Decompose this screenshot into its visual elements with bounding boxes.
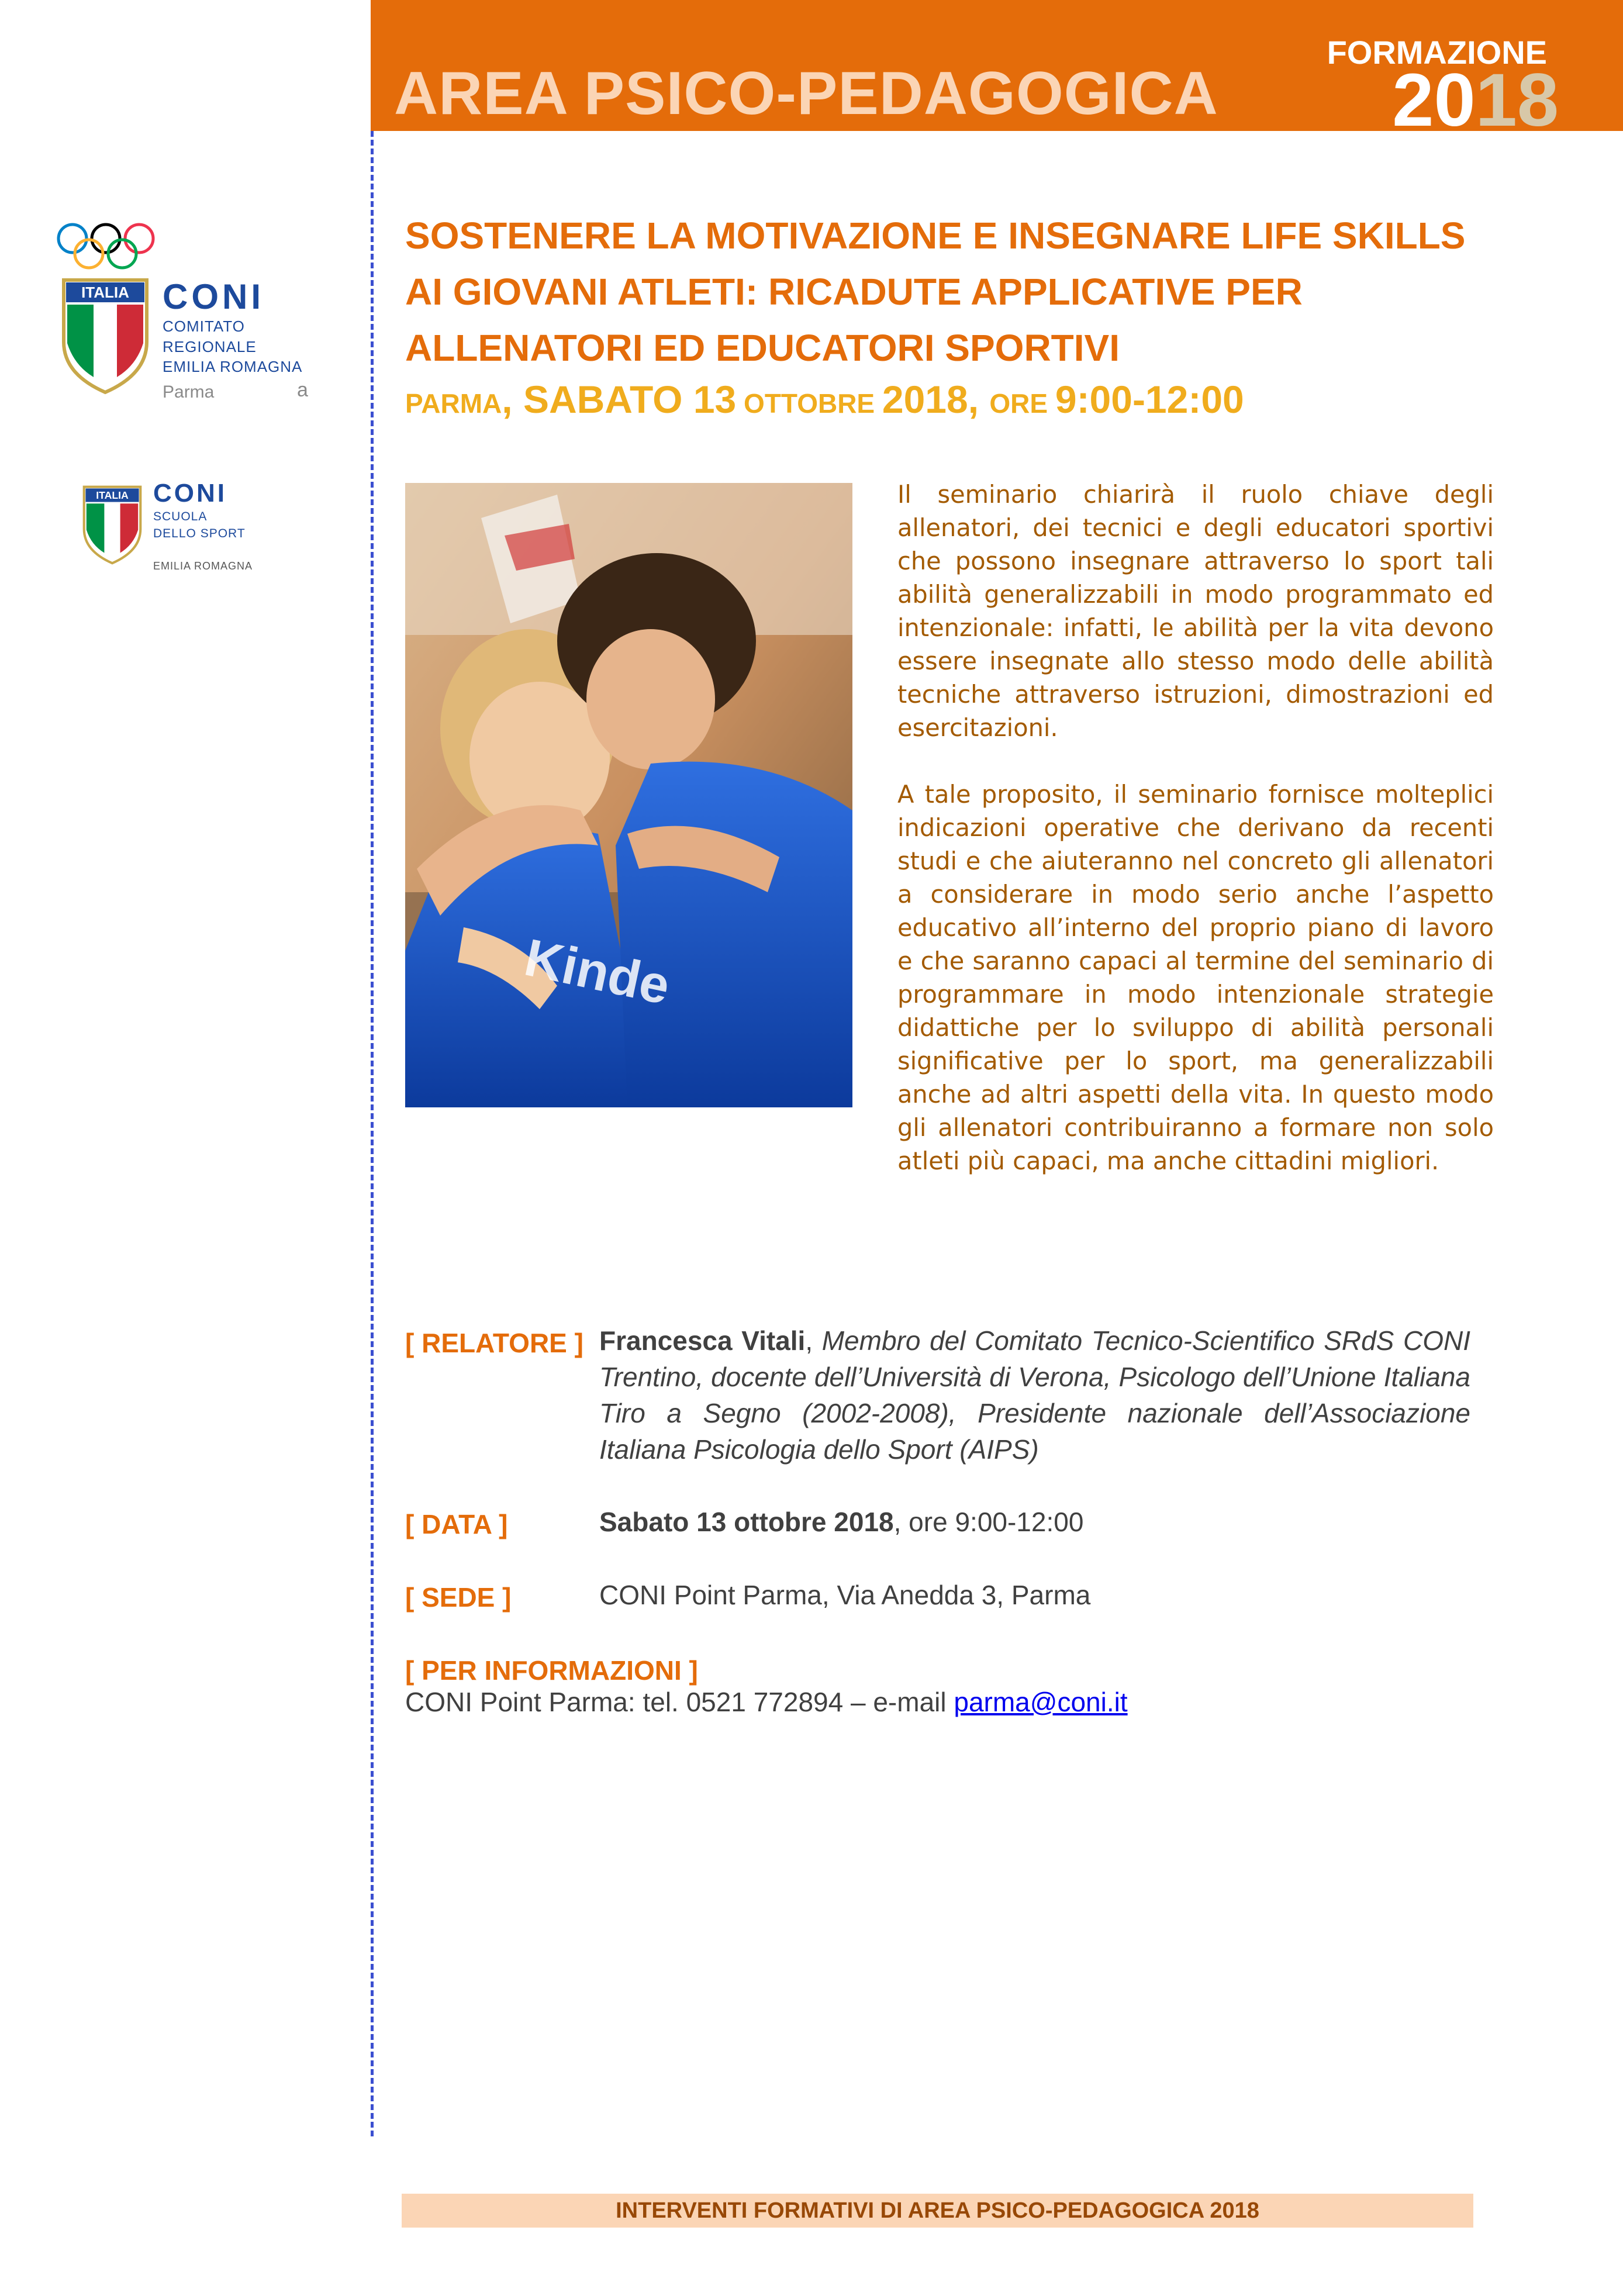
date-city: PARMA — [405, 388, 502, 419]
footer-band — [402, 2194, 1473, 2228]
event-description — [897, 478, 1494, 1178]
description-paragraph-2: A tale proposito, il seminario fornisce molteplici indicazioni operative che derivano da recenti studi e che aiuteranno nel concreto gli allenatori a considerare in modo serio anche l’aspetto educativo all’interno del proprio piano di lavoro e che saranno capaci al termine del seminario di programmare in modo intenzionale strategie didattiche per lo sviluppo di abilità personali significative per lo sport, ma generalizzabili anche ad altri aspetti della vita. In questo modo gli allenatori contribuiranno a formare non solo atleti più capaci, ma anche cittadini migliori. — [897, 780, 1494, 1175]
header-band — [371, 0, 1623, 142]
informazioni-label: [ PER INFORMAZIONI ] — [405, 1655, 698, 1686]
date-ore: ORE — [989, 388, 1055, 419]
coni-brand: CONI — [163, 277, 264, 316]
event-title-line3: ALLENATORI ED EDUCATORI SPORTIVI — [405, 327, 1120, 369]
coni-school-line2: DELLO SPORT — [153, 527, 246, 541]
description-paragraph-1: Il seminario chiarirà il ruolo chiave degli allenatori, dei tecnici e degli educatori sportivi che possono insegnare attraverso lo sport tali abilità generalizzabili in modo programmato ed intenzionale: infatti, le abilità per la vita devono essere insegnate allo stesso modo delle abilità tecniche attraverso istruzioni, dimostrazioni ed esercitazioni. — [897, 480, 1494, 742]
relatore-value: Francesca Vitali, Membro del Comitato Tecnico-Scientifico SRdS CONI Trentino, docente dell’Università di Verona, Psicologo dell’Unione Italiana Tiro a Segno (2002-2008), Presidente nazionale dell’Associazione Italiana Psicologia dello Sport (AIPS) — [599, 1325, 1470, 1465]
header-title: AREA PSICO-PEDAGOGICA — [394, 60, 1218, 127]
sede-value: CONI Point Parma, Via Anedda 3, Parma — [599, 1580, 1091, 1610]
coni-sub-line3: EMILIA ROMAGNA — [163, 358, 303, 376]
event-date-line: PARMA, SABATO 13 OTTOBRE 2018, ORE 9:00-12:00 — [405, 378, 1244, 421]
data-label: [ DATA ] — [405, 1509, 508, 1539]
coni-school-region: EMILIA ROMAGNA — [153, 560, 253, 572]
footer-text: INTERVENTI FORMATIVI DI AREA PSICO-PEDAGOGICA 2018 — [616, 2198, 1259, 2223]
date-month: OTTOBRE — [736, 388, 882, 419]
coni-school-shield-icon — [82, 485, 143, 565]
olympic-rings-icon — [56, 222, 156, 270]
relatore-label: [ RELATORE ] — [405, 1328, 583, 1358]
dashed-divider — [371, 131, 374, 2136]
header-year — [1392, 58, 1559, 142]
contact-line — [405, 1686, 1128, 1718]
header-year-part2: 18 — [1475, 58, 1559, 142]
data-value — [599, 1504, 1470, 1540]
relatore-description: Membro del Comitato Tecnico-Scientifico SRdS CONI Trentino, docente dell’Università di Verona, Psicologo dell’Unione Italiana Tiro a Segno (2002-2008), Presidente nazionale dell’Associazione Italiana Psicologia dello Sport (AIPS) — [599, 1325, 1470, 1465]
header-tag: FORMAZIONE — [1327, 34, 1547, 71]
svg-text:Kinde: Kinde — [519, 928, 675, 1016]
coni-school-shield-text: ITALIA — [96, 489, 129, 502]
contact-email-link[interactable]: parma@coni.it — [954, 1687, 1128, 1717]
date-day: SABATO 13 — [523, 378, 737, 421]
date-time: 9:00-12:00 — [1055, 378, 1244, 421]
coni-city-label: Parma — [163, 382, 215, 402]
header-year-part1: 20 — [1392, 58, 1476, 142]
coni-city-extra: a — [297, 379, 308, 401]
data-value-time: , ore 9:00-12:00 — [893, 1507, 1084, 1537]
coni-sub-line1: COMITATO — [163, 317, 245, 335]
coni-regional-logo — [163, 279, 302, 375]
sede-label: [ SEDE ] — [405, 1582, 512, 1613]
data-value-date: Sabato 13 ottobre 2018 — [599, 1507, 894, 1537]
event-title-line1: SOSTENERE LA MOTIVAZIONE E INSEGNARE LIFE SKILLS — [405, 215, 1466, 257]
coni-shield-text: ITALIA — [81, 284, 129, 301]
athletes-photo — [405, 483, 852, 1107]
coni-sub-line2: REGIONALE — [163, 337, 257, 355]
event-title — [405, 208, 1516, 376]
athletes-photo-illustration — [405, 483, 852, 1107]
coni-school-brand: CONI — [153, 479, 227, 507]
coni-school-line1: SCUOLA — [153, 510, 208, 523]
date-year: 2018 — [882, 378, 968, 421]
coni-shield-icon — [61, 278, 149, 395]
contact-text: CONI Point Parma: tel. 0521 772894 – e-mail — [405, 1687, 954, 1717]
relatore-name: Francesca Vitali — [599, 1325, 806, 1356]
event-title-line2: AI GIOVANI ATLETI: RICADUTE APPLICATIVE PER — [405, 271, 1303, 313]
coni-school-logo — [153, 481, 246, 540]
